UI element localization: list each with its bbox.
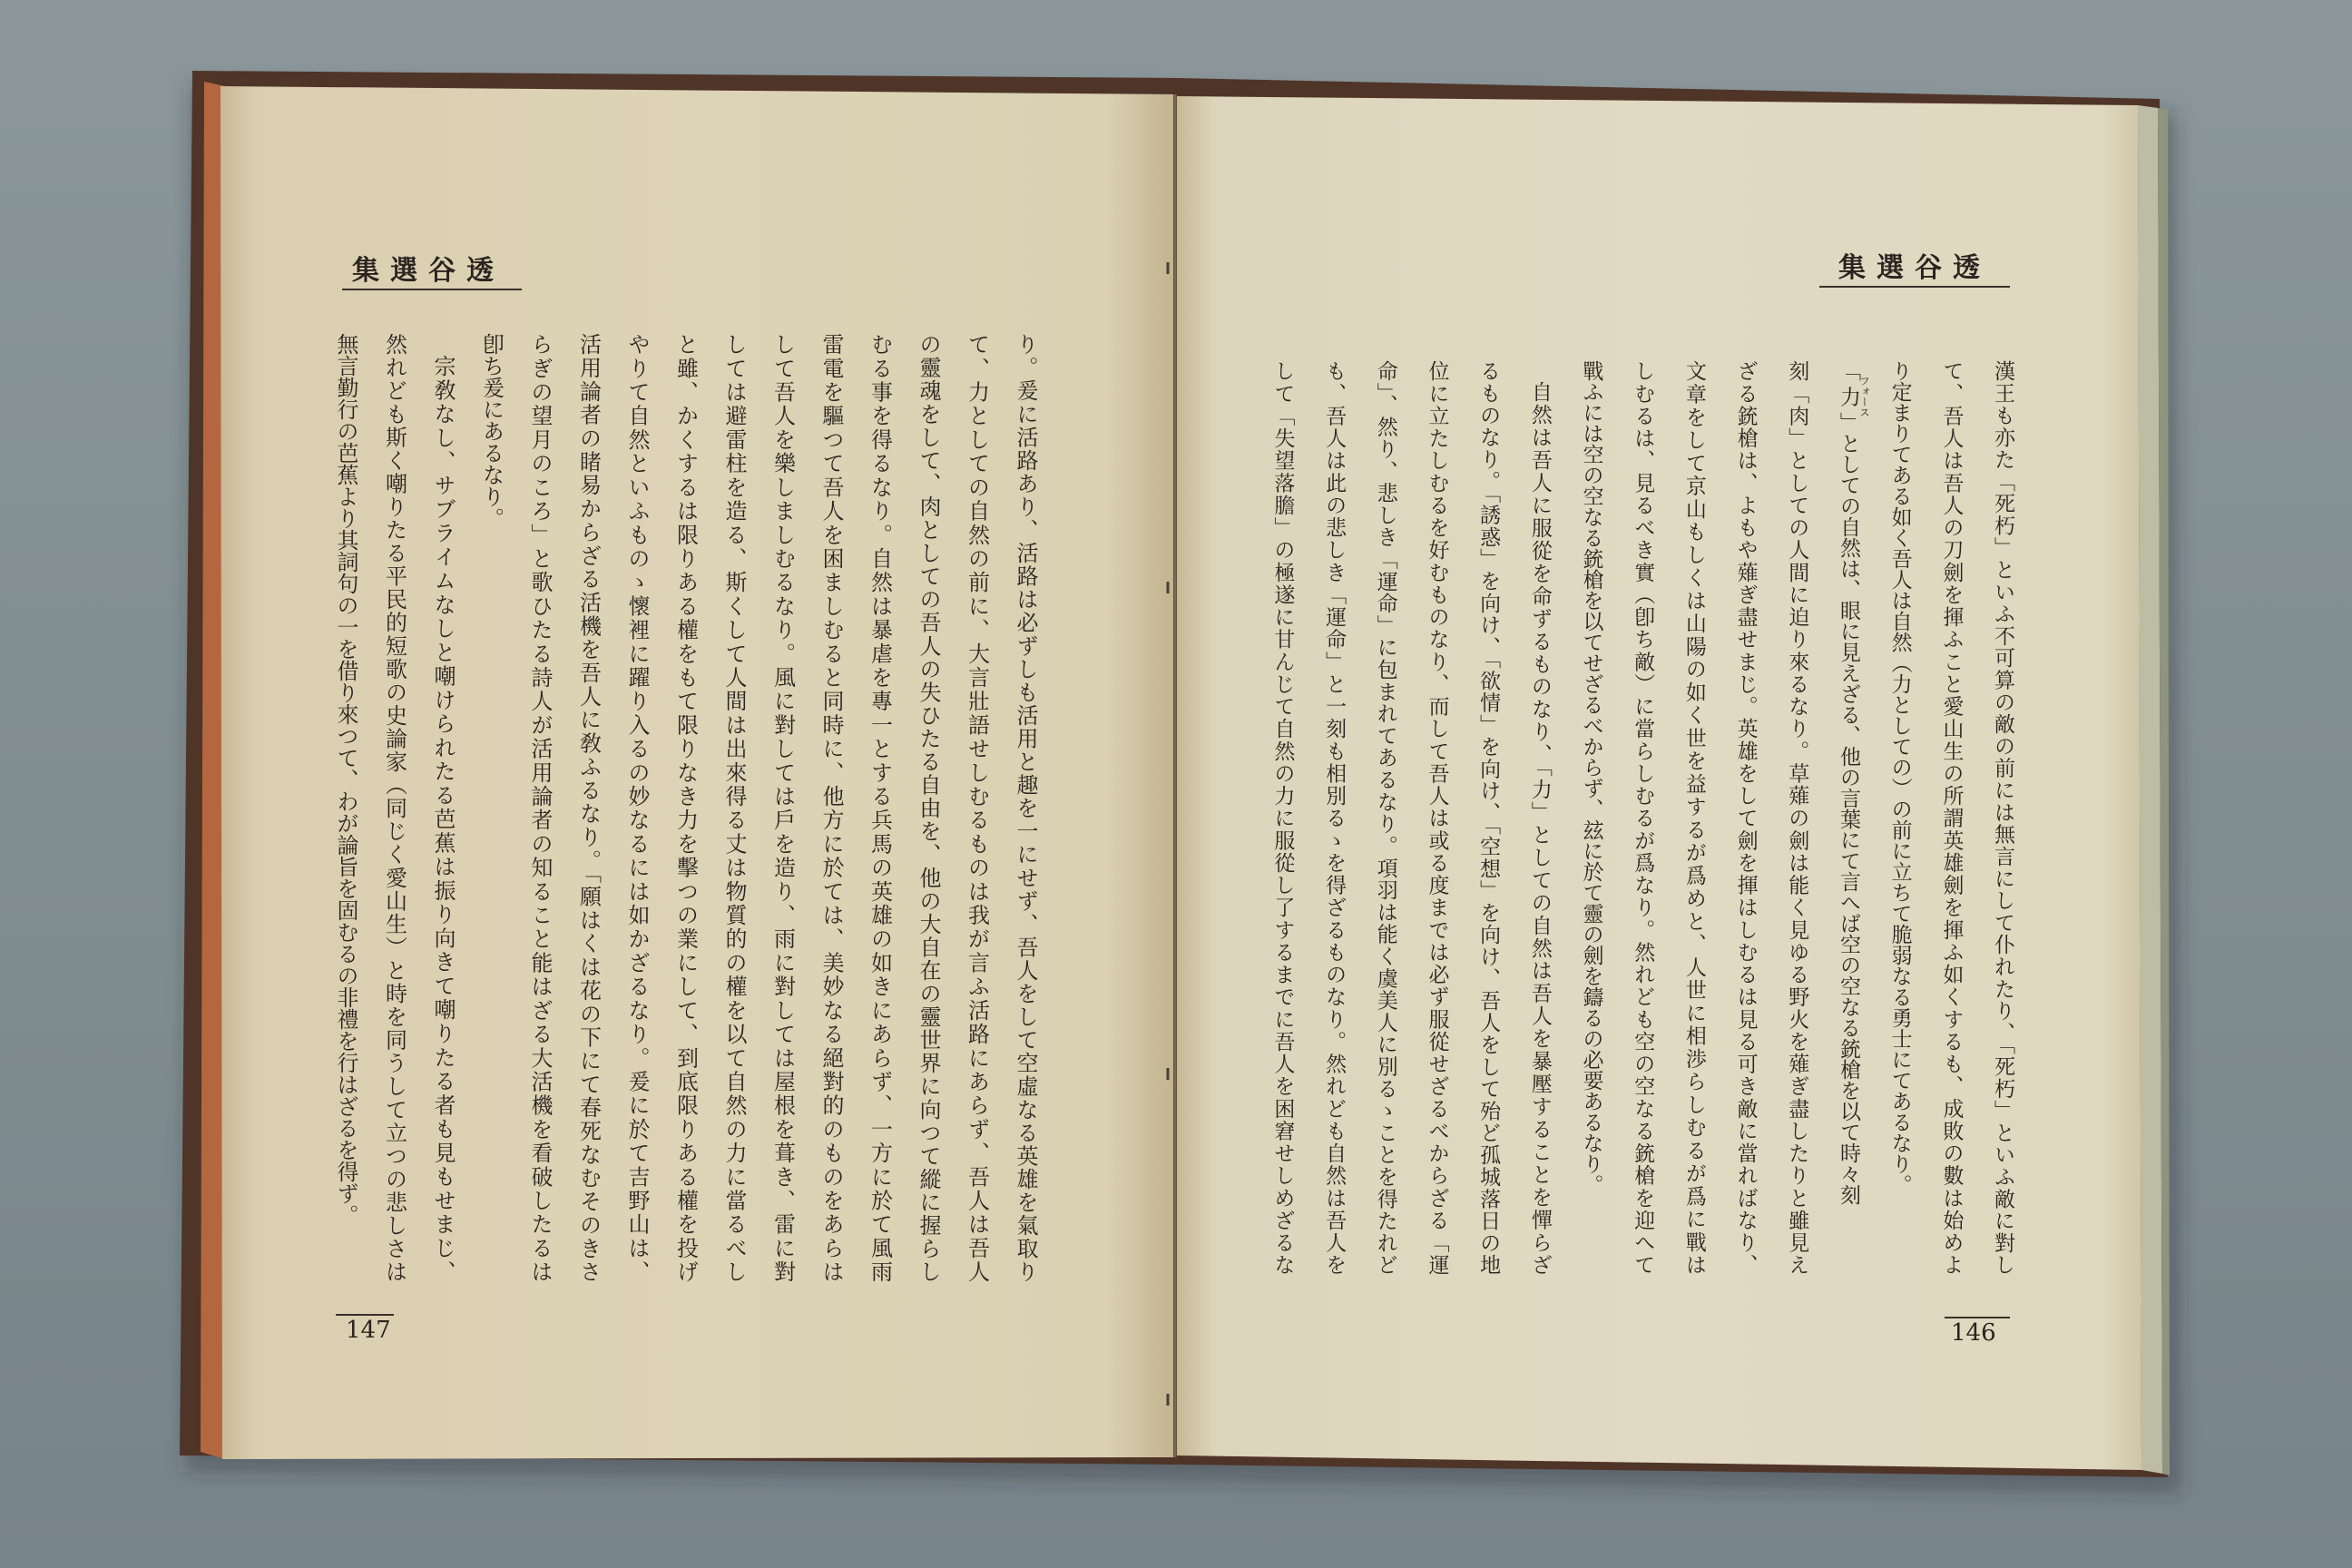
text-column: 無言勤行の芭蕉より其詞句の一を借り來つて、わが論旨を固むるの非禮を行はざるを得ず。: [333, 333, 358, 1226]
text-column: やりて自然といふものゝ懷裡に躍り入るの妙なるには如かざるなり。爰に於て吉野山は、: [624, 333, 650, 1282]
text-column: [1822, 360, 1874, 1275]
left-page-text: [320, 333, 1049, 1282]
text-column: 戰ふには空の空なる銃槍を以てせざるべからず、玆に於て靈の劍を鑄るの必要あるなり。: [1579, 360, 1603, 1195]
text-column: 雷電を驅つて吾人を困ましむると同時に、他方に於ては、美妙なる絕對的のものをあらは: [818, 333, 844, 1282]
text-column: 宗敎なし、サブライムなしと嘲けられたる芭蕉は振り向きて嘲りたる者も見もせまじ、: [430, 355, 456, 1282]
text-column: 位に立たしむるを好むものなり、而して吾人は或る度までは必ず服從せざるべからざる「運: [1425, 360, 1449, 1275]
right-page-number: 146: [1951, 1319, 1996, 1347]
text-column: 命」、然り、悲しき「運命」に包まれてあるなり。項羽は能く虞美人に別るゝことを得たれど: [1373, 360, 1397, 1275]
column-text-after: 」としての自然は、眼に見えざる、他の言葉にて言へば空の空なる銃槍を以て時々刻: [1836, 412, 1860, 1205]
text-column: も、吾人は此の悲しき「運命」と一刻も相別るゝを得ざるものなり。然れども自然は吾人を: [1322, 360, 1347, 1275]
right-running-head-rule: [1819, 286, 2010, 288]
left-running-head-rule: [342, 289, 522, 290]
left-page-number-rule: [336, 1314, 394, 1316]
column-text-before: 「: [1836, 360, 1860, 381]
text-column: の靈魂をして、肉としての吾人の失ひたる自由を、他の大自在の靈世界に向つて縱に握らし: [916, 333, 941, 1282]
ruby-reading: フォース: [1857, 376, 1871, 417]
text-column: と雖、かくするは限りある權をもて限りなき力を擊つの業にして、到底限りある權を投げ: [672, 333, 699, 1282]
left-running-head: 透谷選集: [352, 255, 505, 287]
text-column: しむるは、見るべき實（卽ち敵）に當らしむるが爲なり。然れども空の空なる銃槍を迎へて: [1631, 360, 1655, 1275]
text-column: 然れども斯く嘲りたる平民的短歌の史論家（同じく愛山生）と時を同うして立つの悲しさは: [381, 333, 407, 1282]
text-column: ざる銃槍は、よもや薙ぎ盡せまじ。英雄をして劍を揮はしむるは見る可き敵に當ればなり、: [1733, 360, 1758, 1275]
text-column: しては避雷柱を造る、斯くして人間は出來得る丈は物質的の權を以て自然の力に當るべし: [721, 333, 747, 1282]
right-page-text: [1256, 360, 2028, 1275]
text-column: 卽ち爰にあるなり。: [478, 333, 505, 529]
text-column: り。爰に活路あり、活路は必ずしも活用と趣を一にせず、吾人をして空虛なる英雄を氣取り: [1013, 333, 1038, 1282]
text-column: て、吾人は吾人の刀劍を揮ふこと愛山生の所謂英雄劍を揮ふ如くするも、成敗の數は始めよ: [1939, 360, 1964, 1275]
text-column: 漢王も亦た「死朽」といふ不可算の敵の前には無言にして仆れたり、「死朽」といふ敵に對し: [1991, 360, 2014, 1275]
ruby-annotated-word: [1836, 376, 1871, 417]
right-running-head: 透谷選集: [1838, 252, 1991, 284]
right-page-number-rule: [1945, 1317, 2010, 1318]
text-column: して「失望落膽」の極遂に甘んじて自然の力に服從し了するまでに吾人を困窘せしめざるな: [1270, 360, 1295, 1275]
text-column: 文章をして京山もしくは山陽の如く世を益するが爲めと、人世に相渉らしむるが爲に戰は: [1681, 360, 1706, 1275]
left-page-number: 147: [346, 1317, 391, 1344]
ruby-base: 力: [1836, 376, 1860, 417]
text-column: るものなり。「誘惑」を向け、「欲情」を向け、「空想」を向け、吾人をして殆ど孤城落日の地: [1476, 360, 1501, 1275]
text-column: 刻「肉」としての人間に迫り來るなり。草薙の劍は能く見ゆる野火を薙ぎ盡したりと雖見え: [1785, 360, 1809, 1275]
text-column: して吾人を樂しましむるなり。風に對しては戶を造り、雨に對しては屋根を葺き、雷に對: [769, 333, 796, 1282]
text-column: むる事を得るなり。自然は暴虐を專一とする兵馬の英雄の如きにあらず、一方に於て風雨: [867, 333, 893, 1282]
text-column: 活用論者の睹易からざる活機を吾人に敎ふるなり。「願はくは花の下にて春死なむそのきさ: [575, 333, 602, 1282]
text-column: て、力としての自然の前に、大言壯語せしむるものは我が言ふ活路にあらず、吾人は吾人: [964, 333, 990, 1282]
text-column: らぎの望月のころ」と歌ひたる詩人が活用論者の知ること能はざる大活機を看破したるは: [527, 333, 553, 1282]
text-column: り定まりてある如く吾人は自然（力としての）の前に立ちて脆弱なる勇士にてあるなり。: [1887, 360, 1912, 1195]
text-column: 自然は吾人に服從を命ずるものなり、「力」としての自然は吾人を暴壓することを憚らざ: [1527, 381, 1552, 1275]
